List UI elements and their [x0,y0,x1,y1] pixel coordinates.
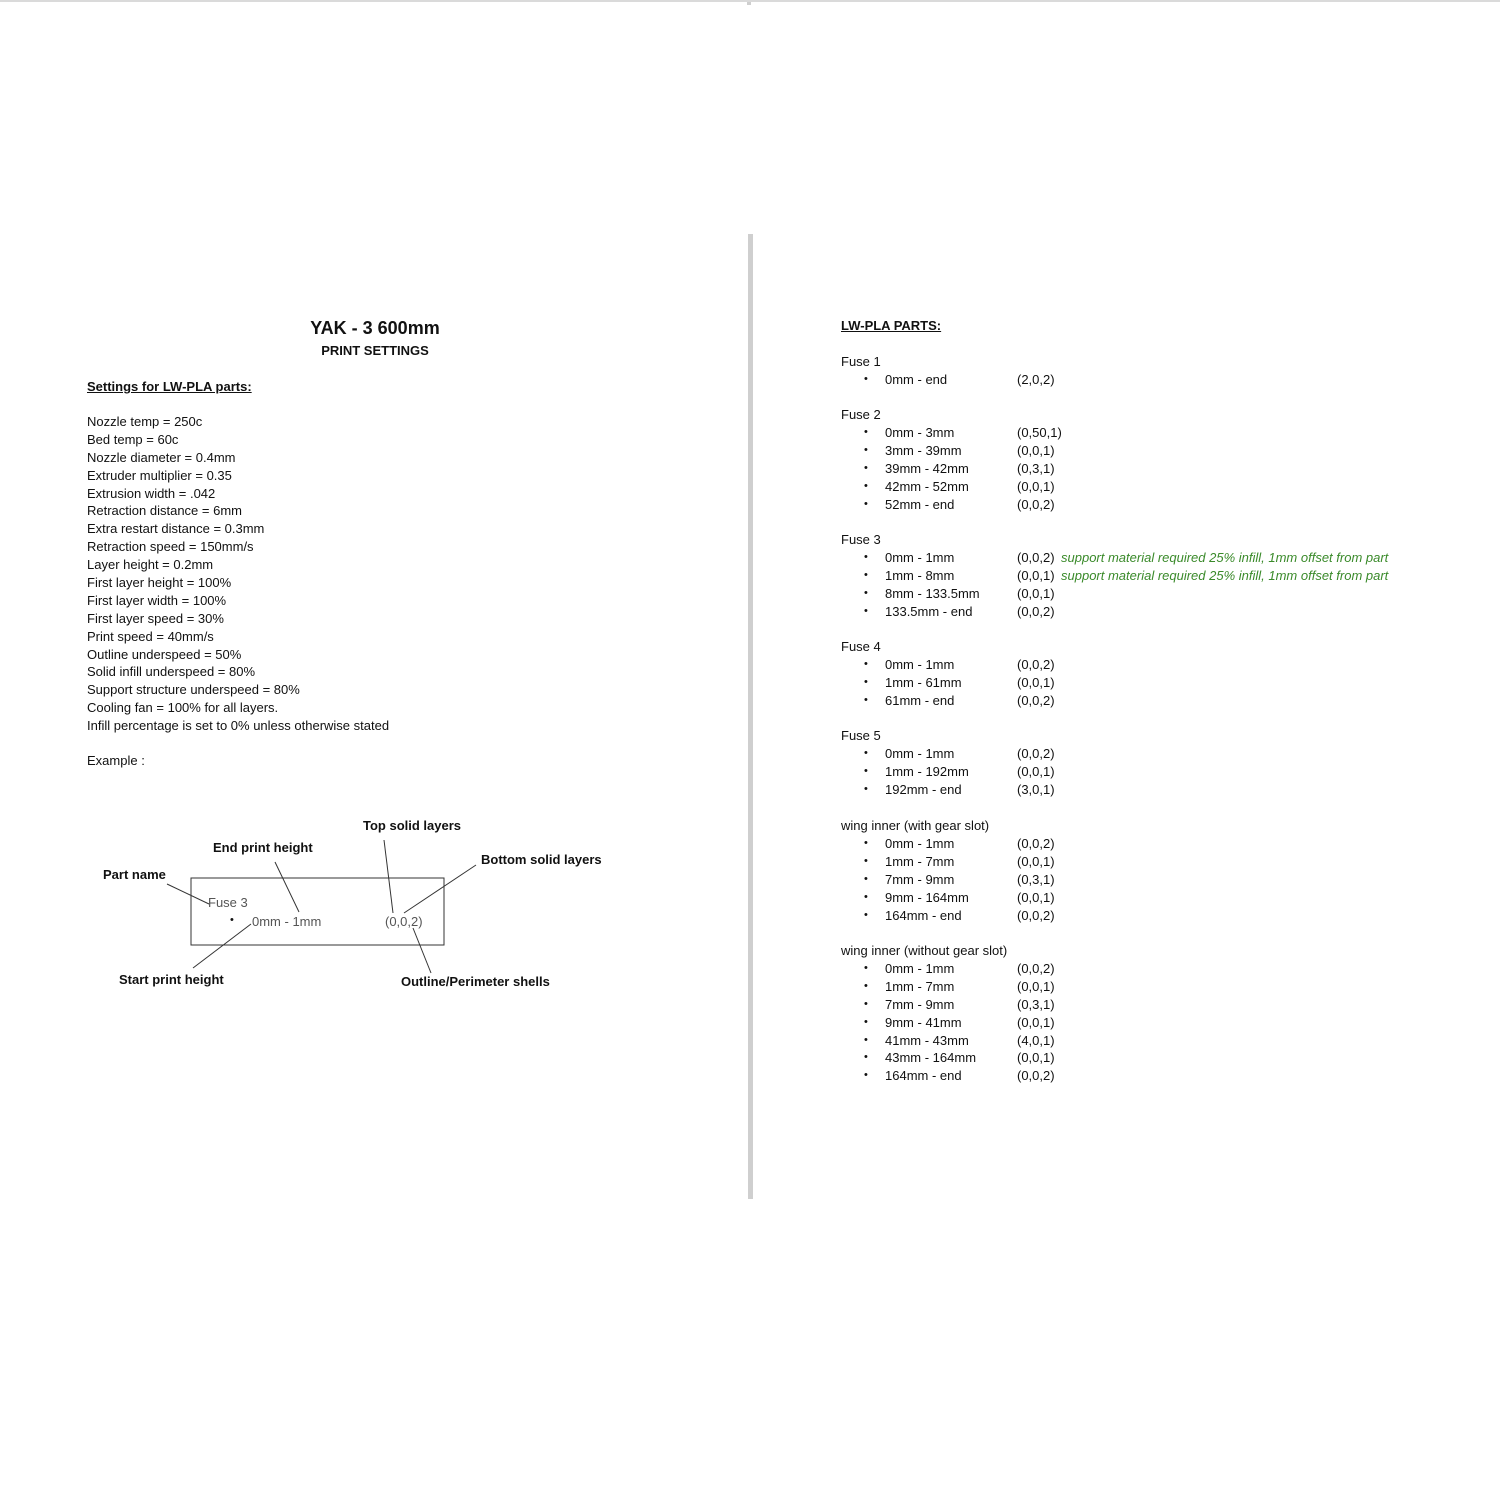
part-row [841,907,1055,925]
part-row [841,371,1055,389]
setting-line: First layer width = 100% [87,592,227,608]
part-block [841,638,1055,710]
part-name: Fuse 2 [841,407,881,422]
layer-setting: (0,0,1) [1017,1014,1055,1030]
part-block [841,727,1055,799]
part-row [841,656,1055,674]
label-top-solid-layers: Top solid layers [363,818,462,833]
height-range: 61mm - end [885,692,955,708]
part-block [841,353,1055,389]
layer-setting: (0,0,1) [1017,442,1055,458]
height-range: 1mm - 8mm [885,567,955,583]
part-row [841,960,1055,978]
settings-section-heading: Settings for LW-PLA parts: [87,379,252,394]
height-range: 0mm - 1mm [885,550,955,565]
layer-setting: (0,0,1) [1017,853,1055,869]
layer-setting: (0,0,1) [1017,978,1055,994]
part-name: Fuse 5 [841,728,881,743]
layer-setting: (0,0,2) [1017,746,1055,761]
bullet-icon: • [864,658,868,670]
label-bottom-solid-layers: Bottom solid layers [481,852,602,867]
layer-setting: (3,0,1) [1017,781,1055,797]
part-row [841,692,1055,710]
bullet-icon: • [864,586,868,599]
height-range: 133.5mm - end [885,603,973,619]
example-value: (0,0,2) [385,914,423,929]
bullet-icon: • [864,373,868,385]
bullet-icon: • [864,908,868,921]
part-block [841,817,1055,924]
bullet-icon: • [864,979,868,992]
part-name: wing inner (with gear slot) [841,818,990,833]
height-range: 0mm - end [885,372,948,387]
setting-line: Solid infill underspeed = 80% [87,664,256,680]
layer-setting: (2,0,2) [1017,372,1055,387]
height-range: 43mm - 164mm [885,1050,977,1066]
height-range: 0mm - 1mm [885,746,955,761]
bullet-icon: • [864,551,868,563]
height-range: 41mm - 43mm [885,1032,969,1048]
layer-setting: (0,0,1) [1017,1050,1055,1066]
height-range: 0mm - 3mm [885,425,955,440]
bullet-icon: • [864,1015,868,1028]
part-row [841,1032,1055,1050]
layer-setting: (0,0,1) [1017,763,1055,779]
setting-line: Outline underspeed = 50% [87,646,242,662]
layer-setting: (0,0,1) [1017,567,1055,583]
part-row [841,424,1062,442]
height-range: 39mm - 42mm [885,460,969,476]
bullet-icon: • [864,604,868,617]
setting-line: Retraction distance = 6mm [87,503,242,519]
bullet-icon: • [864,837,868,849]
setting-line: Print speed = 40mm/s [87,628,214,644]
part-rows [841,549,1389,621]
parts-heading: LW-PLA PARTS: [841,318,942,333]
label-start-print-height: Start print height [119,972,224,987]
setting-line: Support structure underspeed = 80% [87,682,300,698]
bullet-icon: • [864,747,868,759]
part-row [841,745,1055,763]
height-range: 7mm - 9mm [885,996,955,1012]
part-row [841,871,1055,889]
height-range: 7mm - 9mm [885,871,955,887]
layer-setting: (0,0,2) [1017,692,1055,708]
layer-setting: (0,0,2) [1017,1068,1055,1084]
support-note: support material required 25% infill, 1mm offset from part [1061,567,1389,583]
bullet-icon: • [864,890,868,903]
bullet-icon: • [864,782,868,795]
part-rows [841,656,1055,710]
layer-setting: (0,0,2) [1017,603,1055,619]
setting-line: Cooling fan = 100% for all layers. [87,700,279,716]
height-range: 164mm - end [885,907,962,923]
part-rows [841,424,1062,513]
part-rows [841,835,1055,924]
document-title: YAK - 3 600mm [310,318,440,338]
part-block [841,531,1389,621]
height-range: 9mm - 41mm [885,1014,962,1030]
part-name: wing inner (without gear slot) [841,943,1008,958]
bullet-icon: • [864,872,868,885]
part-name-leader [167,884,209,904]
bullet-icon: • [864,962,868,974]
layer-setting: (0,0,1) [1017,478,1055,494]
part-rows [841,745,1055,799]
height-range: 1mm - 7mm [885,978,955,994]
layer-setting: (0,0,2) [1017,836,1055,851]
layer-setting: (0,0,2) [1017,657,1055,672]
part-row [841,781,1055,799]
example-range: 0mm - 1mm [252,914,322,929]
part-row [841,978,1055,996]
part-name: Fuse 3 [841,532,881,547]
label-outline-perimeter-shells: Outline/Perimeter shells [401,974,550,989]
bullet-icon: • [864,693,868,706]
part-row [841,442,1055,460]
bottom-solid-leader [404,865,476,913]
layer-setting: (0,0,1) [1017,585,1055,601]
height-range: 42mm - 52mm [885,478,969,494]
setting-line: Extruder multiplier = 0.35 [87,467,232,483]
height-range: 164mm - end [885,1068,962,1084]
bullet-icon: • [864,426,868,438]
part-block [841,406,1062,513]
layer-setting: (0,0,2) [1017,961,1055,976]
height-range: 9mm - 164mm [885,889,969,905]
layer-setting: (4,0,1) [1017,1032,1055,1048]
example-diagram [0,0,750,1100]
height-range: 0mm - 1mm [885,836,955,851]
height-range: 52mm - end [885,496,955,512]
start-height-leader [193,924,251,968]
bullet-icon: • [864,443,868,456]
bullet-icon: • [864,568,868,581]
setting-line: Nozzle temp = 250c [87,414,203,429]
support-note: support material required 25% infill, 1mm offset from part [1061,550,1389,565]
bullet-icon: • [864,854,868,867]
part-rows [841,371,1055,389]
part-name: Fuse 1 [841,354,881,369]
outline-shells-leader [413,928,431,973]
layer-setting: (0,3,1) [1017,460,1055,476]
part-row [841,585,1055,603]
bullet-icon: • [864,1033,868,1046]
example-label: Example : [87,753,145,768]
layer-setting: (0,0,2) [1017,907,1055,923]
document-subtitle: PRINT SETTINGS [321,343,429,358]
bullet-icon: • [864,997,868,1010]
top-solid-leader [384,840,393,913]
part-row [841,603,1055,621]
bullet-icon: • [864,675,868,688]
height-range: 1mm - 7mm [885,853,955,869]
height-range: 192mm - end [885,781,962,797]
part-row [841,460,1055,478]
setting-line: First layer height = 100% [87,575,232,591]
part-row [841,674,1055,692]
height-range: 3mm - 39mm [885,442,962,458]
part-row [841,853,1055,871]
part-block [841,942,1055,1085]
part-row [841,1067,1055,1085]
setting-line: First layer speed = 30% [87,610,224,626]
example-bullet: • [230,914,234,926]
layer-setting: (0,50,1) [1017,425,1062,440]
part-row [841,1049,1055,1067]
setting-line: Bed temp = 60c [87,431,179,447]
label-end-print-height: End print height [213,840,313,855]
end-height-leader [275,862,299,912]
part-row [841,478,1055,496]
setting-line: Retraction speed = 150mm/s [87,539,254,555]
bullet-icon: • [864,497,868,510]
part-row [841,763,1055,781]
part-rows [841,960,1055,1085]
height-range: 1mm - 61mm [885,674,962,690]
part-row [841,835,1055,853]
setting-line: Extra restart distance = 0.3mm [87,521,265,537]
bullet-icon: • [864,479,868,492]
bullet-icon: • [864,1069,868,1082]
setting-line: Nozzle diameter = 0.4mm [87,449,236,465]
layer-setting: (0,0,2) [1017,496,1055,512]
height-range: 1mm - 192mm [885,763,969,779]
part-name: Fuse 4 [841,639,881,654]
part-row [841,996,1055,1014]
layer-setting: (0,0,1) [1017,674,1055,690]
height-range: 0mm - 1mm [885,657,955,672]
part-row [841,889,1055,907]
bullet-icon: • [864,1051,868,1064]
layer-setting: (0,3,1) [1017,996,1055,1012]
part-row [841,1014,1055,1032]
bullet-icon: • [864,461,868,474]
example-part-name: Fuse 3 [208,895,248,910]
setting-line: Extrusion width = .042 [87,485,216,501]
part-row [841,496,1055,514]
height-range: 0mm - 1mm [885,961,955,976]
setting-line: Layer height = 0.2mm [87,557,214,573]
label-part-name: Part name [103,867,166,882]
bullet-icon: • [864,764,868,777]
part-row [841,567,1389,585]
layer-setting: (0,0,1) [1017,889,1055,905]
layer-setting: (0,3,1) [1017,871,1055,887]
part-row [841,549,1389,567]
setting-line: Infill percentage is set to 0% unless otherwise stated [87,718,390,734]
layer-setting: (0,0,2) [1017,550,1055,565]
height-range: 8mm - 133.5mm [885,585,980,601]
